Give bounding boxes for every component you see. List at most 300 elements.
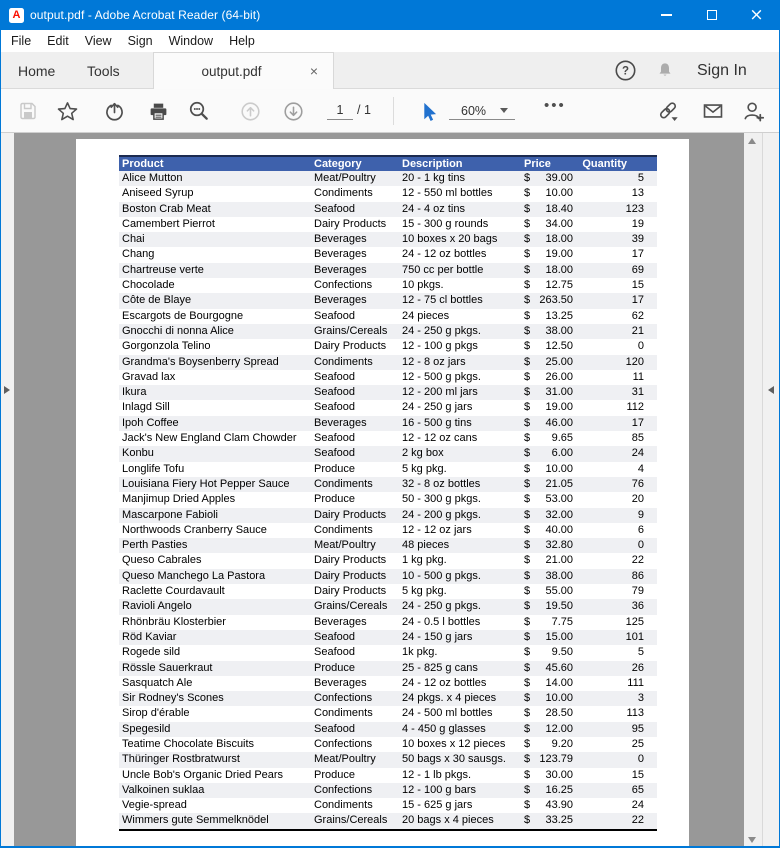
cell-price: $ 46.00 <box>521 416 581 431</box>
page-count-label: / 1 <box>357 103 371 117</box>
table-row <box>119 569 657 584</box>
maximize-button[interactable] <box>689 0 734 30</box>
cell-description: 5 kg pkg. <box>402 585 447 598</box>
cell-product: Queso Manchego La Pastora <box>119 569 311 584</box>
table-row <box>119 400 657 415</box>
cell-description: 20 bags x 4 pieces <box>399 813 521 829</box>
table-row <box>119 645 657 660</box>
cell-category: Dairy Products <box>314 217 387 230</box>
cell-product: Chang <box>122 248 155 261</box>
cell-product: Raclette Courdavault <box>122 585 225 598</box>
save-icon <box>18 101 38 121</box>
table-row <box>119 798 657 813</box>
cell-category: Beverages <box>311 232 399 247</box>
cell-quantity: 69 <box>581 263 657 278</box>
question-mark-icon: ? <box>621 65 630 78</box>
table-row <box>119 309 657 324</box>
cell-quantity: 19 <box>631 217 644 230</box>
cell-price: $ 21.00 <box>524 554 573 567</box>
cell-price: $ 12.00 <box>521 722 581 737</box>
cell-price: $ 34.00 <box>524 217 573 230</box>
cell-quantity: 5 <box>581 171 657 186</box>
table-row <box>119 538 657 553</box>
table-row <box>119 217 657 232</box>
cell-product: Gravad lax <box>122 370 176 383</box>
cell-quantity: 76 <box>581 477 657 492</box>
cell-quantity: 111 <box>627 676 644 689</box>
cell-category: Beverages <box>311 416 399 431</box>
minimize-button[interactable] <box>644 0 689 30</box>
table-row <box>119 752 657 767</box>
column-header-category: Category <box>311 156 399 171</box>
cell-quantity: 9 <box>581 508 657 523</box>
cell-price: $ 16.25 <box>521 783 581 798</box>
cell-price: $ 25.00 <box>521 355 581 370</box>
cell-category: Condiments <box>314 187 373 200</box>
pdf-page <box>76 139 689 848</box>
cell-category: Condiments <box>311 477 399 492</box>
cell-description: 5 kg pkg. <box>402 462 447 475</box>
cell-quantity: 5 <box>637 646 644 659</box>
cell-price: $ 40.00 <box>524 523 573 536</box>
cell-product: Chai <box>119 232 311 247</box>
menu-sign[interactable]: Sign <box>127 34 153 48</box>
table-row <box>119 737 657 752</box>
expand-right-panel-icon[interactable] <box>768 386 774 394</box>
link-icon <box>657 100 679 123</box>
cell-quantity: 85 <box>631 432 644 445</box>
envelope-icon <box>702 100 724 122</box>
table-row <box>119 584 657 599</box>
cell-product: Chartreuse verte <box>119 263 311 278</box>
search-icon <box>188 100 210 122</box>
table-row <box>119 416 657 431</box>
cell-category: Produce <box>314 462 355 475</box>
cell-description: 24 pieces <box>402 309 450 322</box>
cell-quantity: 0 <box>581 538 657 553</box>
cell-product: Alice Mutton <box>119 171 311 186</box>
cell-product: Gorgonzola Telino <box>122 340 211 353</box>
cell-product: Sasquatch Ale <box>122 676 193 689</box>
cell-price: $ 43.90 <box>524 799 573 812</box>
cell-description: 12 - 12 oz cans <box>402 432 478 445</box>
cell-product: Manjimup Dried Apples <box>122 493 236 506</box>
star-icon <box>57 101 78 122</box>
cell-quantity: 4 <box>637 462 644 475</box>
cell-category: Condiments <box>314 523 373 536</box>
toolbar-divider <box>393 97 394 125</box>
cell-description: 32 - 8 oz bottles <box>399 477 521 492</box>
cell-quantity: 0 <box>637 340 644 353</box>
cell-product: Queso Cabrales <box>122 554 202 567</box>
tab-document[interactable] <box>153 52 334 89</box>
cell-description: 15 - 300 g rounds <box>402 217 489 230</box>
table-row <box>119 247 657 262</box>
cell-category: Seafood <box>314 432 355 445</box>
cell-quantity: 95 <box>581 722 657 737</box>
cell-description: 10 - 500 g pkgs. <box>399 569 521 584</box>
product-table-body <box>119 171 657 830</box>
cell-category: Produce <box>314 768 355 781</box>
cell-product: Longlife Tofu <box>122 462 185 475</box>
cell-category: Dairy Products <box>314 340 387 353</box>
print-button[interactable] <box>147 100 169 122</box>
table-row <box>119 768 657 783</box>
cell-category: Seafood <box>314 309 355 322</box>
find-button[interactable] <box>188 100 210 122</box>
cell-category: Seafood <box>311 630 399 645</box>
cell-category: Seafood <box>314 401 355 414</box>
cell-category: Confections <box>314 279 373 292</box>
tab-bar <box>1 52 779 89</box>
scroll-up-icon[interactable] <box>748 138 756 144</box>
table-row <box>119 477 657 492</box>
cell-category: Grains/Cereals <box>311 599 399 614</box>
product-table-header <box>119 156 657 171</box>
cell-category: Condiments <box>314 707 373 720</box>
column-header-price: Price <box>521 156 581 171</box>
cell-description: 1k pkg. <box>402 646 438 659</box>
cell-product: Ikura <box>119 385 311 400</box>
cell-quantity: 15 <box>631 768 644 781</box>
table-row <box>119 202 657 217</box>
table-row <box>119 813 657 829</box>
cell-category: Produce <box>311 661 399 676</box>
scroll-down-icon[interactable] <box>748 837 756 843</box>
cell-category: Seafood <box>314 370 355 383</box>
email-button[interactable] <box>702 100 724 122</box>
cell-price: $ 21.05 <box>521 477 581 492</box>
cell-category: Beverages <box>314 248 367 261</box>
cell-category: Seafood <box>311 385 399 400</box>
cell-description: 24 - 250 g pkgs. <box>399 599 521 614</box>
cell-quantity: 20 <box>631 493 644 506</box>
cell-category: Seafood <box>311 722 399 737</box>
cell-product: Röd Kaviar <box>119 630 311 645</box>
cell-description: 12 - 100 g bars <box>399 783 521 798</box>
table-row <box>119 599 657 614</box>
cell-price: $ 10.00 <box>524 187 573 200</box>
cell-description: 24 - 250 g pkgs. <box>399 324 521 339</box>
cell-product: Escargots de Bourgogne <box>122 309 244 322</box>
tab-close-icon[interactable]: × <box>309 63 319 79</box>
right-panel-collapsed-bar[interactable] <box>762 133 779 848</box>
favorites-star-button[interactable] <box>56 100 78 122</box>
table-row <box>119 324 657 339</box>
cursor-arrow-icon <box>418 101 439 122</box>
cell-description: 12 - 12 oz jars <box>402 523 472 536</box>
cell-product: Chocolade <box>122 279 175 292</box>
cell-product: Sirop d'érable <box>122 707 190 720</box>
cell-price: $ 13.25 <box>524 309 573 322</box>
cell-description: 4 - 450 g glasses <box>399 722 521 737</box>
cell-product: Côte de Blaye <box>119 293 311 308</box>
cell-price: $ 12.50 <box>524 340 573 353</box>
cell-description: 48 pieces <box>399 538 521 553</box>
cell-quantity: 13 <box>631 187 644 200</box>
menu-file[interactable]: File <box>11 34 32 48</box>
table-row <box>119 508 657 523</box>
cell-description: 12 - 500 g pkgs. <box>402 370 481 383</box>
cell-product: Rogede sild <box>122 646 181 659</box>
cell-quantity: 36 <box>581 599 657 614</box>
window-controls <box>644 0 779 30</box>
cell-product: Teatime Chocolate Biscuits <box>122 737 255 750</box>
menu-edit[interactable]: Edit <box>47 34 69 48</box>
cell-description: 12 - 1 lb pkgs. <box>402 768 472 781</box>
cell-product: Konbu <box>119 446 311 461</box>
sign-in-button[interactable]: Sign In <box>697 61 747 79</box>
cell-quantity: 17 <box>631 248 644 261</box>
cell-category: Confections <box>311 783 399 798</box>
cell-category: Beverages <box>311 263 399 278</box>
cell-price: $ 19.50 <box>521 599 581 614</box>
cell-description: 24 pkgs. x 4 pieces <box>399 691 521 706</box>
cell-product: Louisiana Fiery Hot Pepper Sauce <box>119 477 311 492</box>
cell-description: 25 - 825 g cans <box>399 661 521 676</box>
cell-category: Beverages <box>311 293 399 308</box>
cell-price: $ 30.00 <box>524 768 573 781</box>
tab-home[interactable]: Home <box>18 62 56 79</box>
cell-description: 24 - 4 oz tins <box>399 202 521 217</box>
cell-category: Beverages <box>314 615 367 628</box>
share-link-button[interactable] <box>657 100 679 122</box>
cell-category: Seafood <box>311 446 399 461</box>
table-row <box>119 293 657 308</box>
cell-description: 12 - 200 ml jars <box>399 385 521 400</box>
minimize-icon <box>661 14 672 15</box>
cell-price: $ 18.00 <box>521 263 581 278</box>
table-row <box>119 171 657 186</box>
cell-price: $ 123.79 <box>521 752 581 767</box>
cell-price: $ 263.50 <box>521 293 581 308</box>
page-down-icon <box>283 101 304 122</box>
cell-description: 24 - 250 g jars <box>402 401 473 414</box>
cell-description: 24 - 0.5 l bottles <box>402 615 481 628</box>
cell-quantity: 123 <box>581 202 657 217</box>
cell-description: 24 - 12 oz bottles <box>402 248 487 261</box>
cell-description: 15 - 625 g jars <box>402 799 473 812</box>
cell-product: Inlagd Sill <box>122 401 170 414</box>
table-row <box>119 492 657 507</box>
cell-price: $ 26.00 <box>524 370 573 383</box>
cell-price: $ 32.80 <box>521 538 581 553</box>
column-header-description: Description <box>399 156 521 171</box>
table-row <box>119 355 657 370</box>
toolbar <box>1 89 779 133</box>
product-table <box>119 155 657 831</box>
cell-category: Meat/Poultry <box>311 538 399 553</box>
cell-product: Mascarpone Fabioli <box>119 508 311 523</box>
help-button[interactable] <box>614 59 637 82</box>
cell-price: $ 18.40 <box>521 202 581 217</box>
cell-category: Confections <box>314 737 373 750</box>
title-bar <box>1 0 779 30</box>
cell-price: $ 10.00 <box>524 462 573 475</box>
cell-product: Aniseed Syrup <box>122 187 194 200</box>
cell-description: 750 cc per bottle <box>399 263 521 278</box>
cell-price: $ 28.50 <box>524 707 573 720</box>
cell-description: 50 - 300 g pkgs. <box>402 493 481 506</box>
cell-price: $ 39.00 <box>521 171 581 186</box>
cloud-upload-icon <box>104 101 125 122</box>
table-row <box>119 446 657 461</box>
document-pane <box>1 133 779 848</box>
cell-description: 16 - 500 g tins <box>399 416 521 431</box>
cell-description: 12 - 100 g pkgs <box>402 340 478 353</box>
cell-price: $ 12.75 <box>524 279 573 292</box>
maximize-icon <box>707 10 717 20</box>
cell-category: Condiments <box>314 799 373 812</box>
more-tools-button[interactable]: ••• <box>544 97 566 114</box>
cell-category: Dairy Products <box>314 585 387 598</box>
cell-product: Vegie-spread <box>122 799 187 812</box>
cell-price: $ 7.75 <box>524 615 573 628</box>
cell-price: $ 9.50 <box>524 646 573 659</box>
cell-product: Ravioli Angelo <box>119 599 311 614</box>
cell-quantity: 22 <box>581 813 657 829</box>
table-row <box>119 553 657 568</box>
cell-price: $ 10.00 <box>521 691 581 706</box>
cell-quantity: 62 <box>631 309 644 322</box>
cell-product: Jack's New England Clam Chowder <box>122 432 297 445</box>
menu-bar <box>1 30 779 52</box>
cell-quantity: 6 <box>637 523 644 536</box>
vertical-scrollbar[interactable] <box>744 133 762 848</box>
cell-quantity: 65 <box>581 783 657 798</box>
cell-quantity: 79 <box>631 585 644 598</box>
cell-quantity: 3 <box>581 691 657 706</box>
table-row <box>119 691 657 706</box>
cell-price: $ 15.00 <box>521 630 581 645</box>
cell-price: $ 14.00 <box>524 676 573 689</box>
table-row <box>119 431 657 446</box>
tab-tools[interactable]: Tools <box>87 62 120 79</box>
table-row <box>119 783 657 798</box>
column-header-quantity: Quantity <box>581 156 657 171</box>
save-button[interactable] <box>17 100 39 122</box>
cell-category: Grains/Cereals <box>311 813 399 829</box>
previous-page-button[interactable] <box>239 100 261 122</box>
chevron-down-icon <box>500 108 508 113</box>
cell-price: $ 6.00 <box>521 446 581 461</box>
cell-category: Confections <box>311 691 399 706</box>
close-button[interactable] <box>734 0 779 30</box>
table-row <box>119 232 657 247</box>
table-row <box>119 706 657 721</box>
cell-description: 24 - 150 g jars <box>399 630 521 645</box>
table-row <box>119 339 657 354</box>
cell-description: 24 - 200 g pkgs. <box>399 508 521 523</box>
cell-category: Condiments <box>311 355 399 370</box>
cell-quantity: 25 <box>631 737 644 750</box>
column-header-product: Product <box>119 156 311 171</box>
cell-product: Rössle Sauerkraut <box>119 661 311 676</box>
cell-product: Wimmers gute Semmelknödel <box>119 813 311 829</box>
table-row <box>119 722 657 737</box>
menu-view[interactable]: View <box>84 34 112 48</box>
page-up-icon <box>240 101 261 122</box>
table-row <box>119 263 657 278</box>
cell-category: Dairy Products <box>311 508 399 523</box>
cell-quantity: 86 <box>581 569 657 584</box>
cell-product: Northwoods Cranberry Sauce <box>122 523 267 536</box>
cell-product: Ipoh Coffee <box>119 416 311 431</box>
cell-price: $ 45.60 <box>521 661 581 676</box>
cell-quantity: 101 <box>581 630 657 645</box>
cell-product: Camembert Pierrot <box>122 217 215 230</box>
cell-price: $ 19.00 <box>524 248 573 261</box>
cell-price: $ 18.00 <box>521 232 581 247</box>
cell-product: Perth Pasties <box>119 538 311 553</box>
cell-quantity: 120 <box>581 355 657 370</box>
cell-description: 24 - 12 oz bottles <box>402 676 487 689</box>
cell-price: $ 38.00 <box>521 324 581 339</box>
table-row <box>119 676 657 691</box>
selection-tool-button[interactable] <box>417 100 439 122</box>
sign-in-account-button[interactable] <box>742 100 764 122</box>
cell-product: Thüringer Rostbratwurst <box>119 752 311 767</box>
cell-description: 2 kg box <box>399 446 521 461</box>
cell-quantity: 11 <box>632 370 644 383</box>
cell-category: Produce <box>314 493 355 506</box>
cell-quantity: 17 <box>581 416 657 431</box>
cell-quantity: 24 <box>631 799 644 812</box>
cell-description: 10 boxes x 12 pieces <box>402 737 506 750</box>
zoom-level-control[interactable] <box>449 102 515 120</box>
cell-quantity: 0 <box>581 752 657 767</box>
cell-product: Gnocchi di nonna Alice <box>119 324 311 339</box>
cell-description: 50 bags x 30 sausgs. <box>399 752 521 767</box>
cell-quantity: 22 <box>631 554 644 567</box>
page-number-input[interactable]: 1 <box>327 102 353 120</box>
zoom-level-value: 60% <box>461 103 487 118</box>
next-page-button[interactable] <box>282 100 304 122</box>
menu-window[interactable]: Window <box>168 34 214 48</box>
cloud-upload-button[interactable] <box>103 100 125 122</box>
cell-description: 12 - 75 cl bottles <box>399 293 521 308</box>
cell-price: $ 53.00 <box>524 493 573 506</box>
table-row <box>119 462 657 477</box>
cell-product: Boston Crab Meat <box>119 202 311 217</box>
cell-quantity: 21 <box>581 324 657 339</box>
cell-description: 1 kg pkg. <box>402 554 447 567</box>
printer-icon <box>148 101 169 122</box>
table-row <box>119 630 657 645</box>
cell-category: Meat/Poultry <box>311 171 399 186</box>
cell-price: $ 19.00 <box>524 401 573 414</box>
table-row <box>119 385 657 400</box>
cell-price: $ 38.00 <box>521 569 581 584</box>
expand-left-panel-icon[interactable] <box>4 386 10 394</box>
cell-product: Grandma's Boysenberry Spread <box>119 355 311 370</box>
cell-product: Uncle Bob's Organic Dried Pears <box>122 768 284 781</box>
tab-document-label: output.pdf <box>201 63 262 79</box>
cell-quantity: 15 <box>631 279 644 292</box>
notifications-bell-icon[interactable] <box>655 60 675 80</box>
cell-product: Valkoinen suklaa <box>119 783 311 798</box>
person-add-icon <box>742 100 764 122</box>
cell-quantity: 24 <box>581 446 657 461</box>
cell-description: 10 pkgs. <box>402 279 444 292</box>
cell-price: $ 55.00 <box>524 585 573 598</box>
menu-help[interactable]: Help <box>229 34 255 48</box>
cell-category: Dairy Products <box>311 569 399 584</box>
table-row <box>119 278 657 293</box>
left-panel-collapsed-bar[interactable] <box>1 133 14 848</box>
cell-quantity: 113 <box>626 707 644 720</box>
table-row <box>119 523 657 538</box>
